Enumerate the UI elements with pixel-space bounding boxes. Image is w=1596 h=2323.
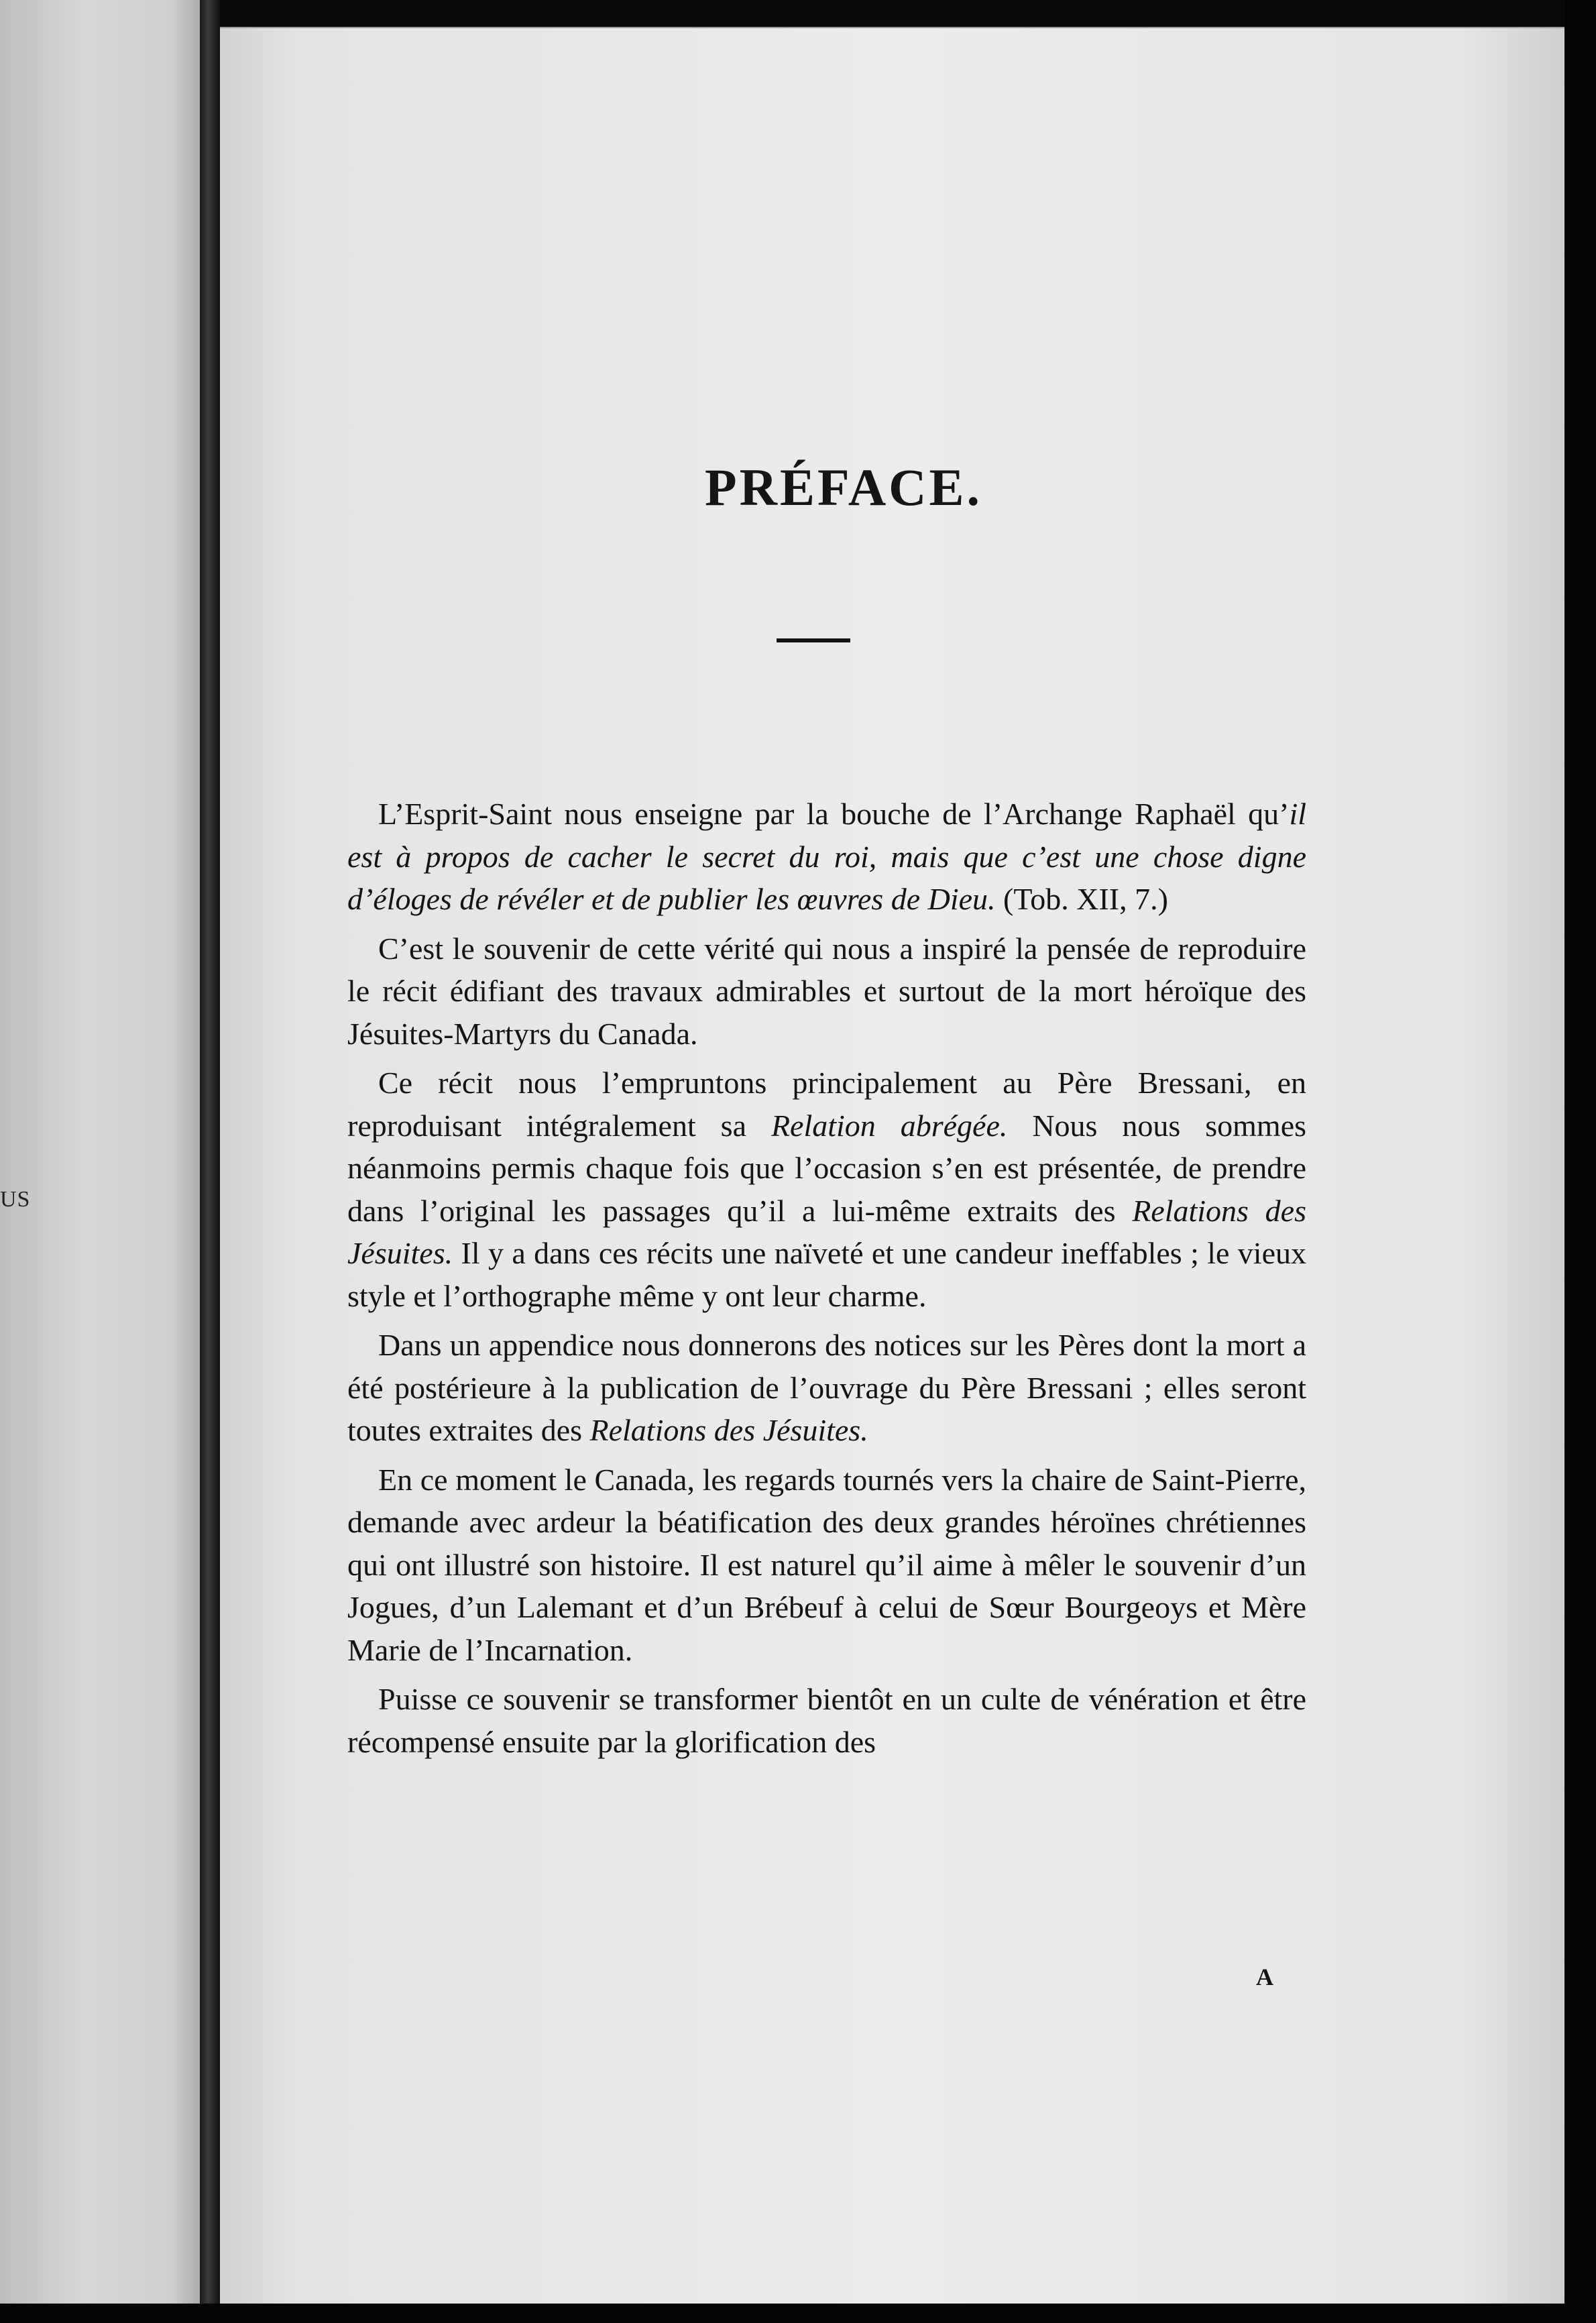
text-run: (Tob. XII, 7.) <box>995 882 1168 916</box>
paragraph <box>347 1062 1306 1317</box>
preface-body <box>347 793 1306 1770</box>
document-page <box>220 27 1564 2305</box>
paragraph <box>347 1459 1306 1672</box>
text-run: C’est le souvenir de cette vérité qui nous a inspiré la pensée de reproduire le récit édifiant des travaux admirables et surtout de la mort héroïque des Jésuites-Martyrs du Canada. <box>347 931 1306 1051</box>
book-spine <box>200 0 220 2323</box>
text-run: En ce moment le Canada, les regards tournés vers la chaire de Saint-Pierre, demande avec ardeur la béatification des deux grandes héroïnes chrétiennes qui ont illustré son histoire. Il est naturel qu’il aime à mêler le souvenir d’un Jogues, d’un Lalemant et d’un Brébeuf à celui de Sœur Bourgeoys et Mère Marie de l’Incarnation. <box>347 1462 1306 1667</box>
title-divider <box>777 638 850 642</box>
page-title: PRÉFACE. <box>704 458 983 516</box>
text-run: Puisse ce souvenir se transformer bientôt en un culte de vénération et être récompensé ensuite par la glorification des <box>347 1682 1306 1759</box>
italic-text: il est à propos de cacher le secret du roi, mais que c’est une chose digne d’éloges de révéler et de publier les œuvres de Dieu. <box>347 797 1306 916</box>
text-run: Nous nous sommes néanmoins permis chaque fois que l’occasion s’en est présentée, de prendre dans l’original les passages qu’il a lui-même extraits des <box>347 1108 1307 1228</box>
text-run: L’Esprit-Saint nous enseigne par la bouche de l’Archange Raphaël qu’ <box>378 797 1290 831</box>
text-run: Il y a dans ces récits une naïveté et une candeur ineffables ; le vieux style et l’orthographe même y ont leur charme. <box>347 1236 1306 1313</box>
italic-text: Relations des Jésuites. <box>589 1413 868 1447</box>
left-page-text-fragment: US <box>0 1187 31 1212</box>
text-run: Dans un appendice nous donnerons des notices sur les Pères dont la mort a été postérieure à la publication de l’ouvrage du Père Bressani ; elles seront toutes extraites des <box>347 1328 1306 1447</box>
text-run: Ce récit nous l’empruntons principalement au Père Bressani, en reproduisant intégralement sa <box>347 1066 1306 1143</box>
paragraph <box>347 927 1306 1056</box>
scan-edge-right <box>1564 0 1596 2323</box>
left-page-fragment <box>0 0 215 2323</box>
scan-edge-bottom <box>0 2304 1596 2323</box>
paragraph <box>347 1324 1306 1452</box>
paragraph <box>347 1678 1306 1763</box>
italic-text: Relations des Jésuites. <box>347 1193 1306 1270</box>
paragraph <box>347 793 1306 921</box>
italic-text: Relation abrégée. <box>771 1108 1008 1143</box>
signature-mark: A <box>1256 1964 1273 1990</box>
